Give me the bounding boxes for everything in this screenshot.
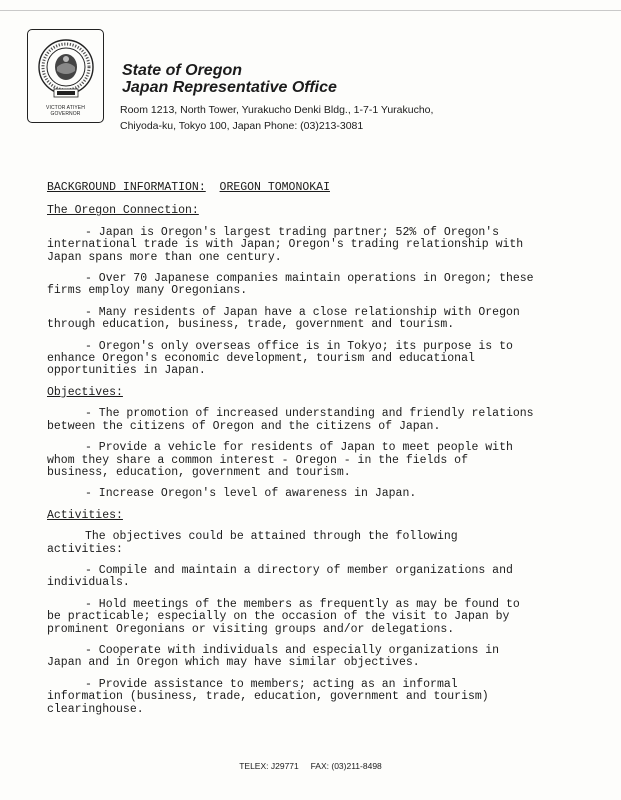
paragraph: - Provide assistance to members; acting as an informal information (business, trade, education, government and tourism) clearinghouse. <box>47 677 489 716</box>
document-body <box>47 182 567 725</box>
address-line-2: Chiyoda-ku, Tokyo 100, Japan Phone: (03)213-3081 <box>120 120 364 132</box>
governor-seal-box <box>27 29 104 123</box>
org-title: State of Oregon <box>122 62 243 79</box>
paragraph: - Compile and maintain a directory of member organizations and individuals. <box>47 563 513 590</box>
paragraph: - Cooperate with individuals and especially organizations in Japan and in Oregon which may have similar objectives. <box>47 643 500 670</box>
paragraph: - Over 70 Japanese companies maintain operations in Oregon; these firms employ many Oregonians. <box>47 272 534 298</box>
paragraph: - Increase Oregon's level of awareness in Japan. <box>85 487 417 501</box>
fax-number: FAX: (03)211-8498 <box>310 761 382 771</box>
section-title: Activities: <box>47 508 123 522</box>
section-activities <box>47 510 567 716</box>
section-oregon-connection <box>47 205 567 377</box>
paragraph: - Provide a vehicle for residents of Japan to meet people with whom they share a common interest - Oregon - in the fields of business, education, government and tourism. <box>47 441 513 479</box>
paragraph: - Many residents of Japan have a close relationship with Oregon through education, business, trade, government and tourism. <box>47 305 520 332</box>
paragraph: - Hold meetings of the members as frequently as may be found to be practicable; especially on the occasion of the visit to Japan by prominent Oregonians or visiting groups and/or delegations. <box>47 597 520 636</box>
governor-name: VICTOR ATIYEH GOVERNOR <box>46 105 85 117</box>
footer-contact <box>0 761 621 771</box>
paragraph: - Oregon's only overseas office is in Tokyo; its purpose is to enhance Oregon's economic development, tourism and educational opportunities in Japan. <box>47 339 513 378</box>
section-title: The Oregon Connection: <box>47 204 199 218</box>
org-subtitle: Japan Representative Office <box>122 79 337 96</box>
paragraph: - The promotion of increased understanding and friendly relations between the citizens of Oregon and the citizens of Japan. <box>47 407 534 433</box>
document-heading: BACKGROUND INFORMATION: OREGON TOMONOKAI <box>47 181 330 194</box>
oregon-state-seal-icon <box>37 37 95 99</box>
address-line-1: Room 1213, North Tower, Yurakucho Denki Bldg., 1-7-1 Yurakucho, <box>120 104 434 116</box>
telex-number: TELEX: J29771 <box>239 761 299 771</box>
top-rule <box>0 10 621 11</box>
section-title: Objectives: <box>47 385 123 399</box>
paragraph: - Japan is Oregon's largest trading partner; 52% of Oregon's international trade is with Japan; Oregon's trading relationship with Japan spans more than one century. <box>47 225 524 264</box>
paragraph: The objectives could be attained through the following activities: <box>47 530 458 556</box>
section-objectives <box>47 387 567 501</box>
